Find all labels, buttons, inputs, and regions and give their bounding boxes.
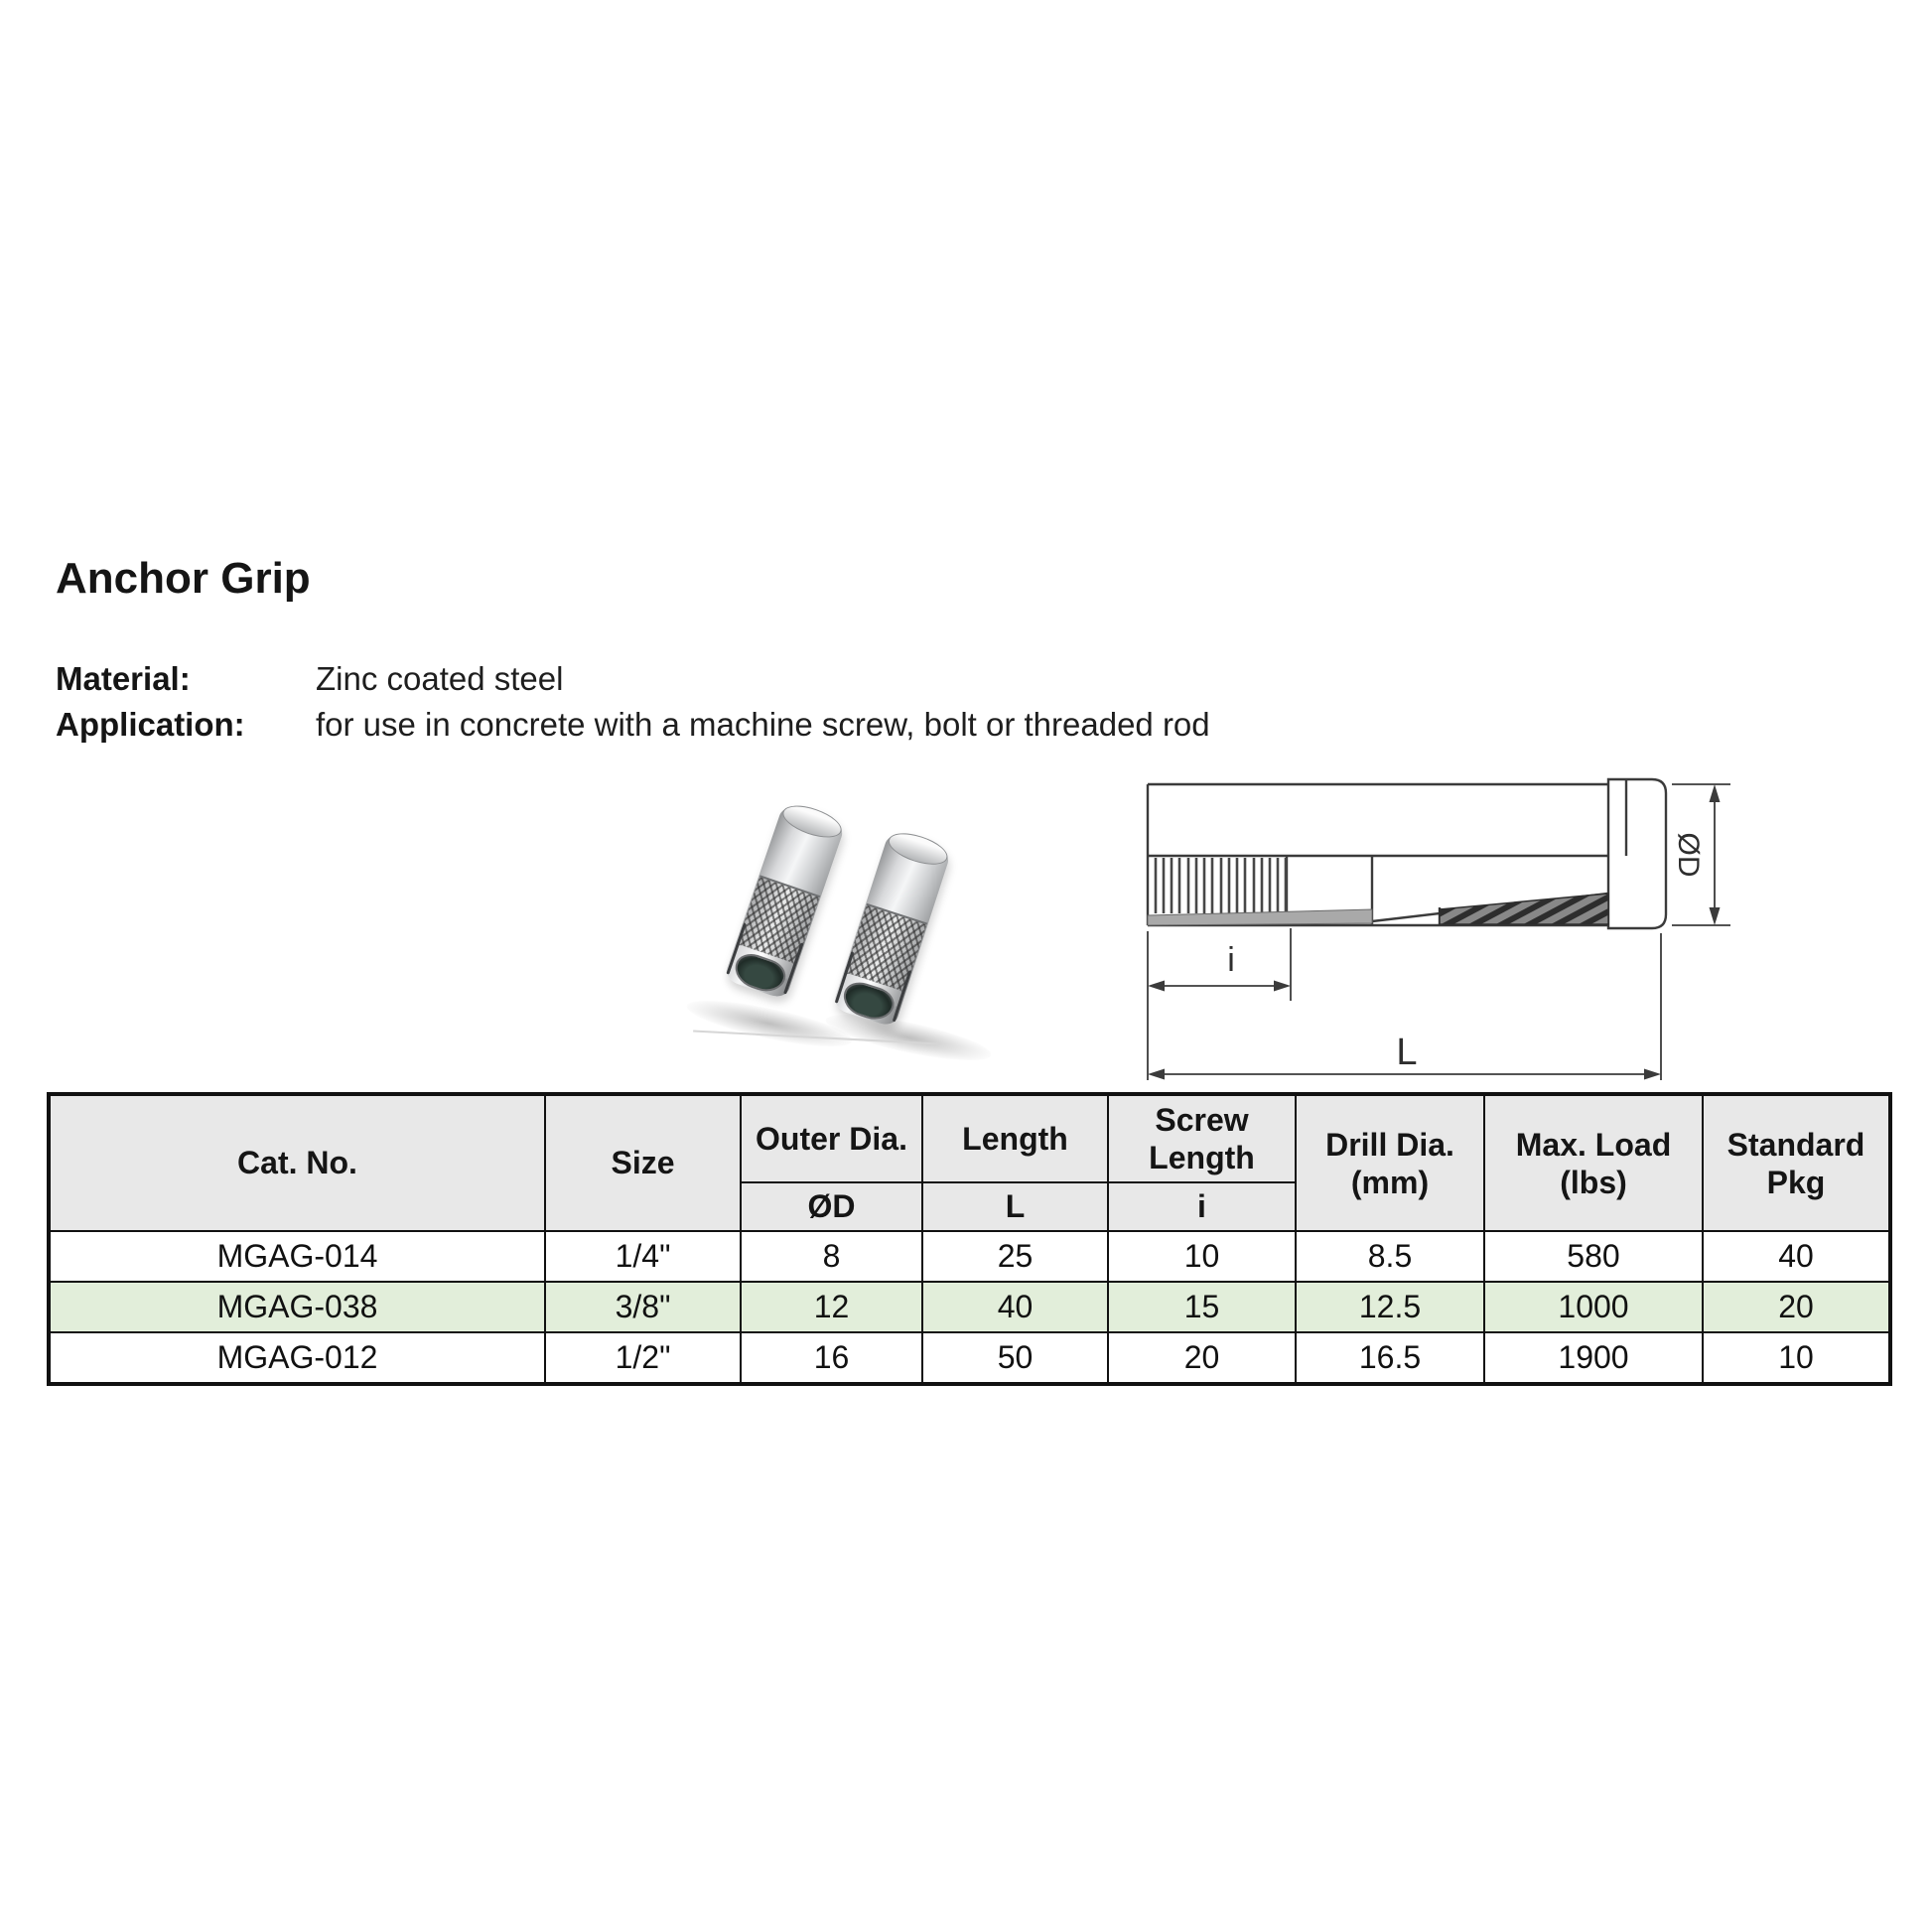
cell-standard-pkg: 40 [1703,1231,1890,1282]
cell-max-load: 580 [1484,1231,1703,1282]
cell-size: 1/2" [545,1332,741,1384]
cell-standard-pkg: 20 [1703,1282,1890,1332]
col-header-outer-dia: Outer Dia. [741,1094,922,1182]
anchor-section-drawing [1142,776,1737,1086]
application-line [56,705,1210,745]
sub-header-l: L [922,1182,1108,1231]
col-header-drill-dia: Drill Dia. (mm) [1296,1094,1484,1231]
cell-drill-dia: 16.5 [1296,1332,1484,1384]
col-header-screw-length: Screw Length [1108,1094,1296,1182]
anchor-top-face [778,799,845,844]
cell-outer-dia: 12 [741,1282,922,1332]
spec-table [47,1092,1892,1386]
thread-hatch [1156,858,1286,913]
cell-standard-pkg: 10 [1703,1332,1890,1384]
dim-label-OD: ØD [1672,832,1705,878]
anchor-photo-left [724,798,848,1000]
cell-size: 3/8" [545,1282,741,1332]
cell-screw-length: 10 [1108,1231,1296,1282]
cell-max-load: 1900 [1484,1332,1703,1384]
bore-taper-shading [1148,909,1372,925]
cell-cat-no: MGAG-012 [49,1332,545,1384]
cell-cat-no: MGAG-014 [49,1231,545,1282]
table-row-mgag-038 [49,1282,1890,1332]
page-title: Anchor Grip [56,554,311,603]
col-header-cat-no: Cat. No. [49,1094,545,1231]
cell-drill-dia: 8.5 [1296,1231,1484,1282]
sub-header-i: i [1108,1182,1296,1231]
material-value: Zinc coated steel [316,660,564,697]
dim-label-i: i [1227,941,1235,979]
cell-cat-no: MGAG-038 [49,1282,545,1332]
cell-size: 1/4" [545,1231,741,1282]
cell-max-load: 1000 [1484,1282,1703,1332]
col-header-length: Length [922,1094,1108,1182]
table-row-mgag-014 [49,1231,1890,1282]
cell-drill-dia: 12.5 [1296,1282,1484,1332]
col-header-size: Size [545,1094,741,1231]
application-label: Application: [56,706,245,743]
anchor-photo-right [832,827,953,1029]
cell-outer-dia: 8 [741,1231,922,1282]
material-line [56,659,563,699]
knurl-section [1440,894,1608,924]
cell-screw-length: 15 [1108,1282,1296,1332]
cell-length: 50 [922,1332,1108,1384]
anchor-top-face [885,827,951,871]
material-label: Material: [56,660,191,697]
cell-outer-dia: 16 [741,1332,922,1384]
col-header-standard-pkg: Standard Pkg [1703,1094,1890,1231]
col-header-max-load: Max. Load (lbs) [1484,1094,1703,1231]
sub-header-od: ØD [741,1182,922,1231]
cell-length: 25 [922,1231,1108,1282]
product-photo [566,772,993,1080]
cell-length: 40 [922,1282,1108,1332]
dim-label-L: L [1396,1032,1418,1073]
table-row-mgag-012 [49,1332,1890,1384]
technical-drawing [1142,776,1737,1086]
application-value: for use in concrete with a machine screw, bolt or threaded rod [316,706,1210,743]
cell-screw-length: 20 [1108,1332,1296,1384]
